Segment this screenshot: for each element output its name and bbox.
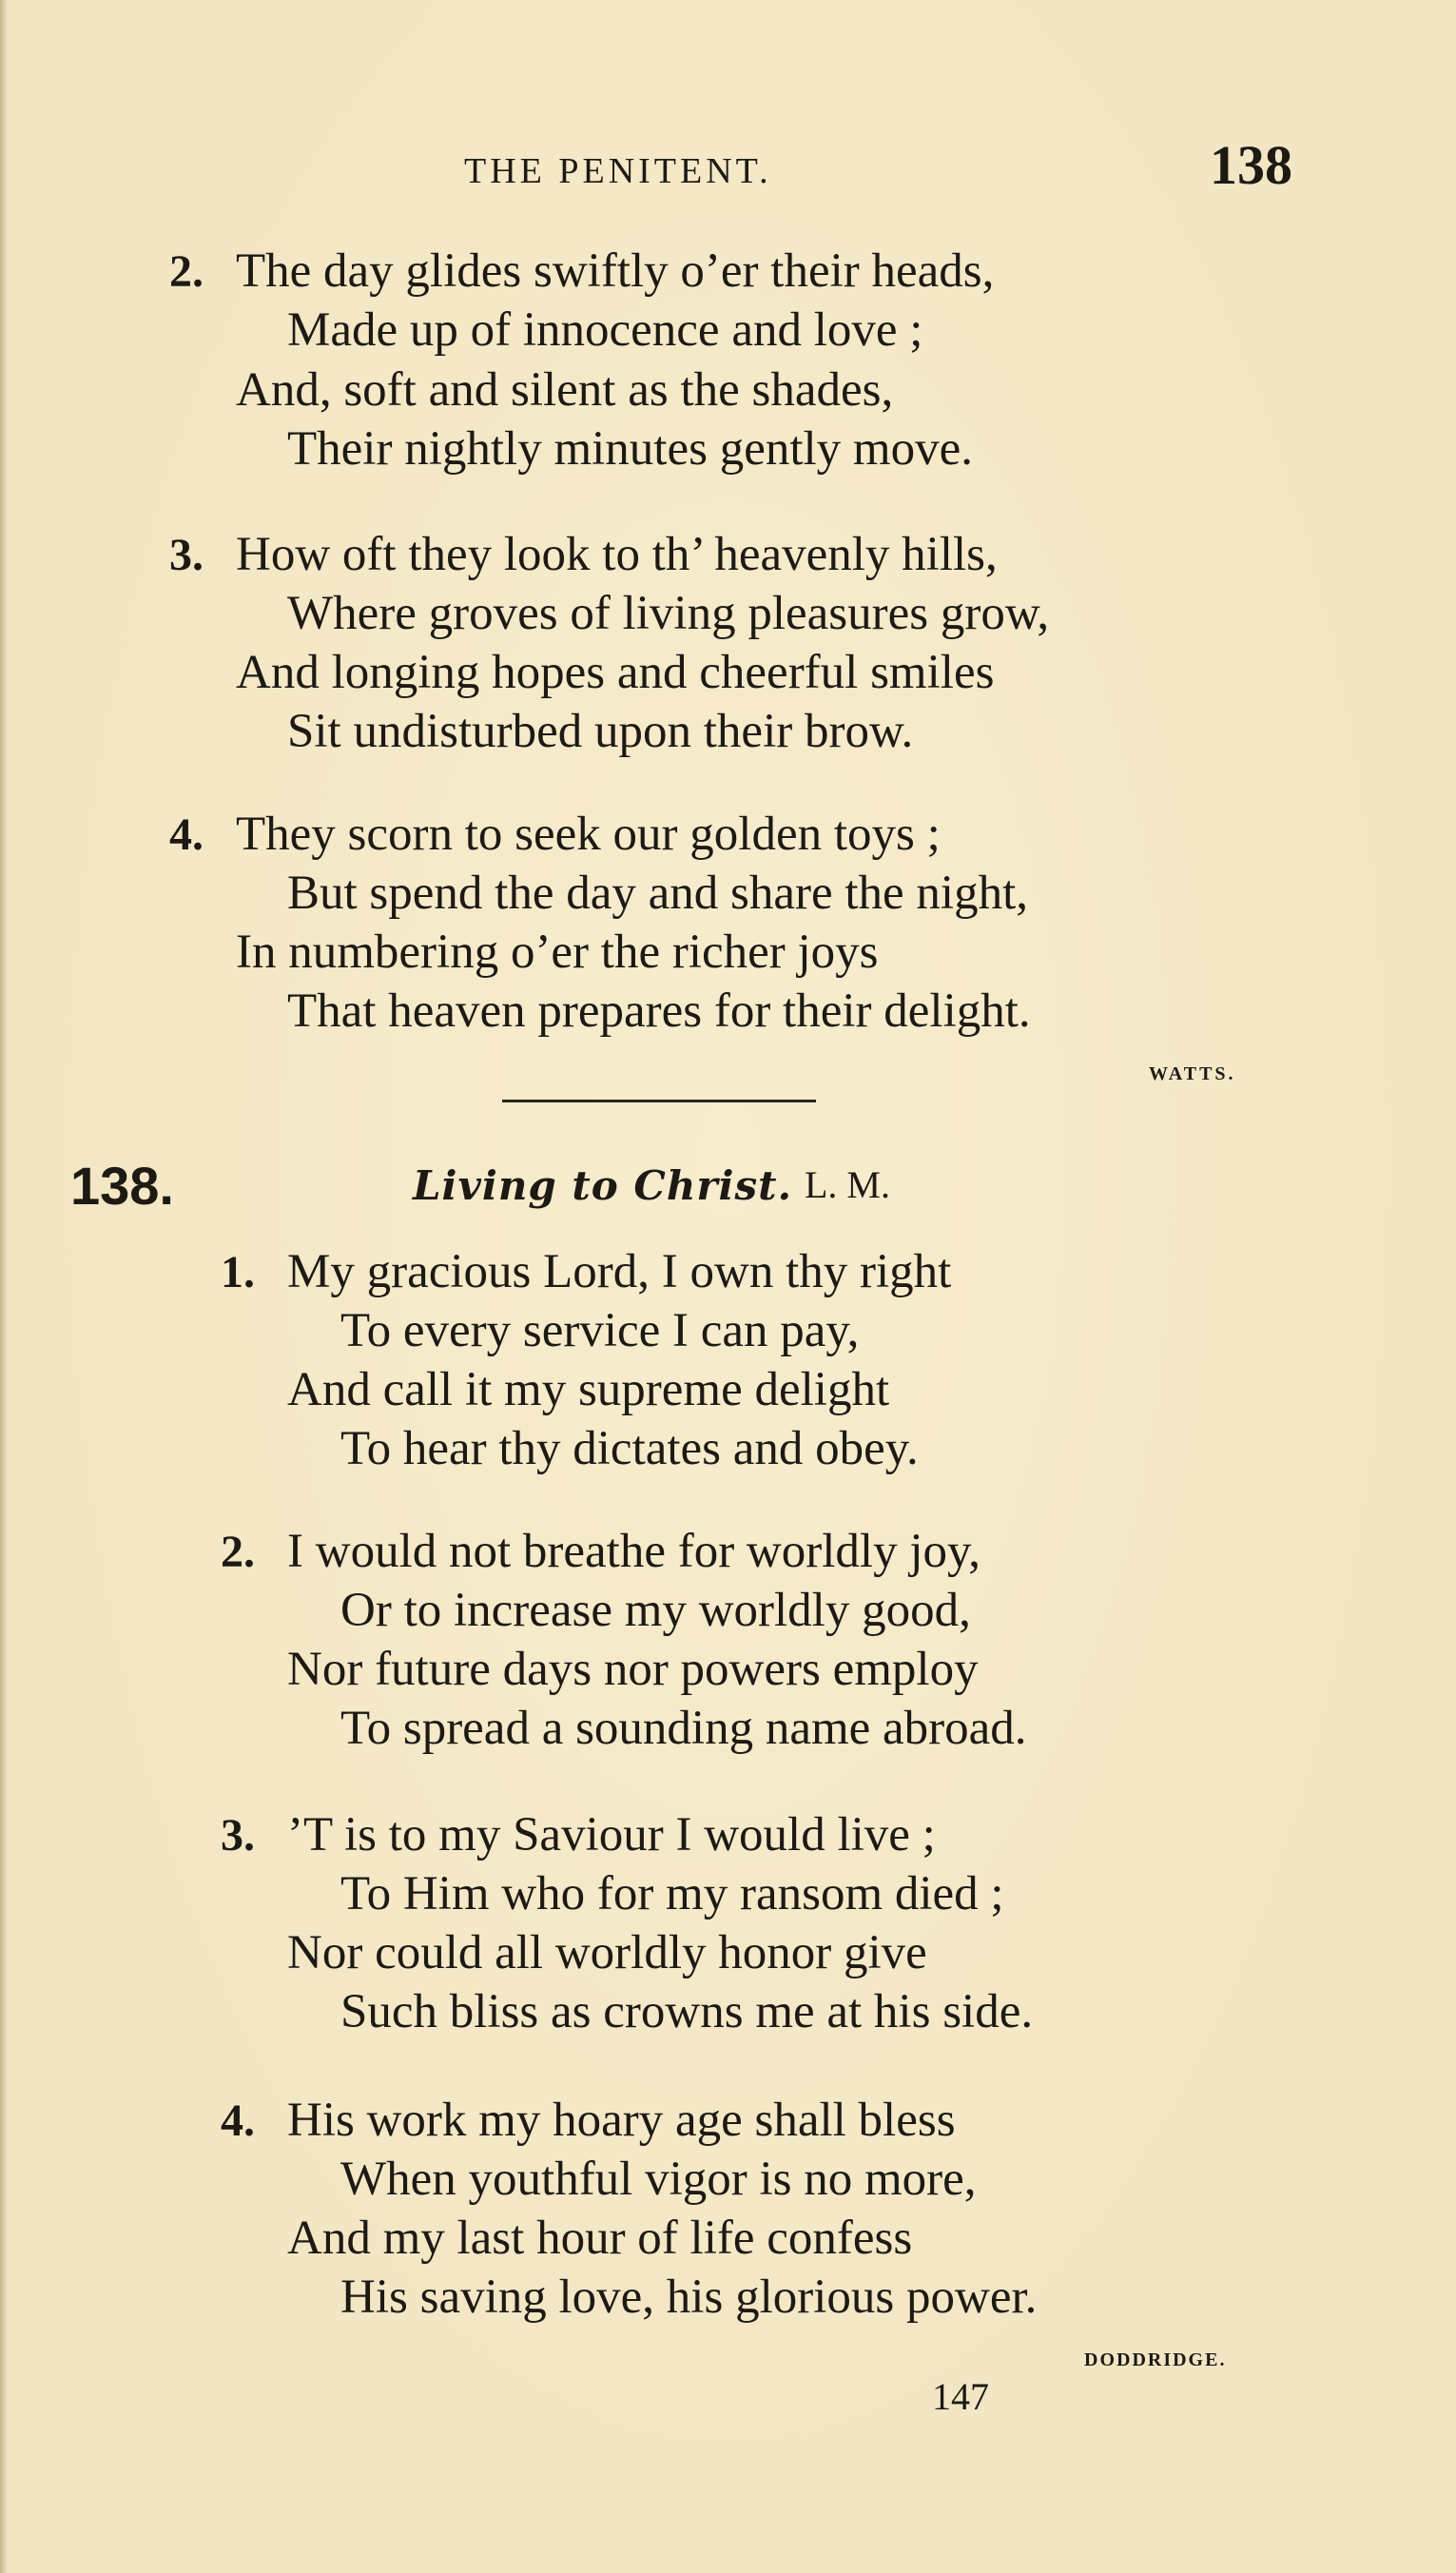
- verse-line: Made up of innocence and love ;: [287, 303, 923, 357]
- verse-line: To hear thy dictates and obey.: [340, 1422, 919, 1475]
- folio-number: 147: [932, 2375, 989, 2418]
- stanza-number: 3.: [221, 1810, 255, 1861]
- verse-line: To Him who for my ransom died ;: [340, 1867, 1004, 1920]
- verse-line: How oft they look to th’ heavenly hills,: [236, 528, 998, 581]
- section-divider: [502, 1100, 816, 1102]
- page-number: 138: [1210, 134, 1292, 196]
- verse-line: And call it my supreme delight: [287, 1363, 890, 1416]
- verse-line: And my last hour of life confess: [287, 2212, 913, 2265]
- stanza-number: 1.: [221, 1247, 255, 1297]
- stanza-number: 4.: [169, 809, 204, 860]
- verse-line: To spread a sounding name abroad.: [340, 1702, 1027, 1755]
- verse-line: The day glides swiftly o’er their heads,: [236, 244, 995, 298]
- verse-line: Their nightly minutes gently move.: [287, 422, 973, 476]
- stanza-number: 2.: [221, 1527, 255, 1577]
- verse-line: That heaven prepares for their delight.: [287, 984, 1031, 1038]
- verse-line: To every service I can pay,: [340, 1304, 860, 1357]
- verse-line: And, soft and silent as the shades,: [236, 363, 894, 417]
- verse-line: But spend the day and share the night,: [287, 867, 1028, 920]
- hymn-number: 138.: [70, 1156, 174, 1216]
- verse-line: Nor future days nor powers employ: [287, 1643, 979, 1696]
- verse-line: My gracious Lord, I own thy right: [287, 1245, 952, 1298]
- verse-line: They scorn to seek our golden toys ;: [236, 808, 941, 861]
- stanza-number: 3.: [169, 530, 204, 580]
- verse-line: And longing hopes and cheerful smiles: [236, 646, 995, 699]
- verse-line: Where groves of living pleasures grow,: [287, 587, 1050, 640]
- verse-line: In numbering o’er the richer joys: [236, 926, 879, 979]
- verse-line: ’T is to my Saviour I would live ;: [287, 1808, 936, 1862]
- running-title: THE PENITENT.: [464, 151, 772, 191]
- verse-line: Or to increase my worldly good,: [340, 1584, 971, 1637]
- stanza-number: 4.: [221, 2095, 255, 2146]
- hymn-title: Living to Christ.: [413, 1162, 793, 1209]
- verse-line: His work my hoary age shall bless: [287, 2094, 956, 2147]
- verse-line: Such bliss as crowns me at his side.: [340, 1985, 1034, 2038]
- verse-line: Sit undisturbed upon their brow.: [287, 705, 914, 758]
- verse-line: I would not breathe for worldly joy,: [287, 1525, 980, 1578]
- stanza-number: 2.: [169, 246, 204, 297]
- hymn-meter: L. M.: [805, 1163, 890, 1206]
- page-edge-shadow: [0, 0, 8, 2573]
- verse-line: When youthful vigor is no more,: [340, 2153, 977, 2206]
- author-attribution: WATTS.: [1149, 1063, 1236, 1084]
- verse-line: His saving love, his glorious power.: [340, 2271, 1038, 2324]
- author-attribution: DODDRIDGE.: [1084, 2349, 1227, 2370]
- verse-line: Nor could all worldly honor give: [287, 1926, 927, 1979]
